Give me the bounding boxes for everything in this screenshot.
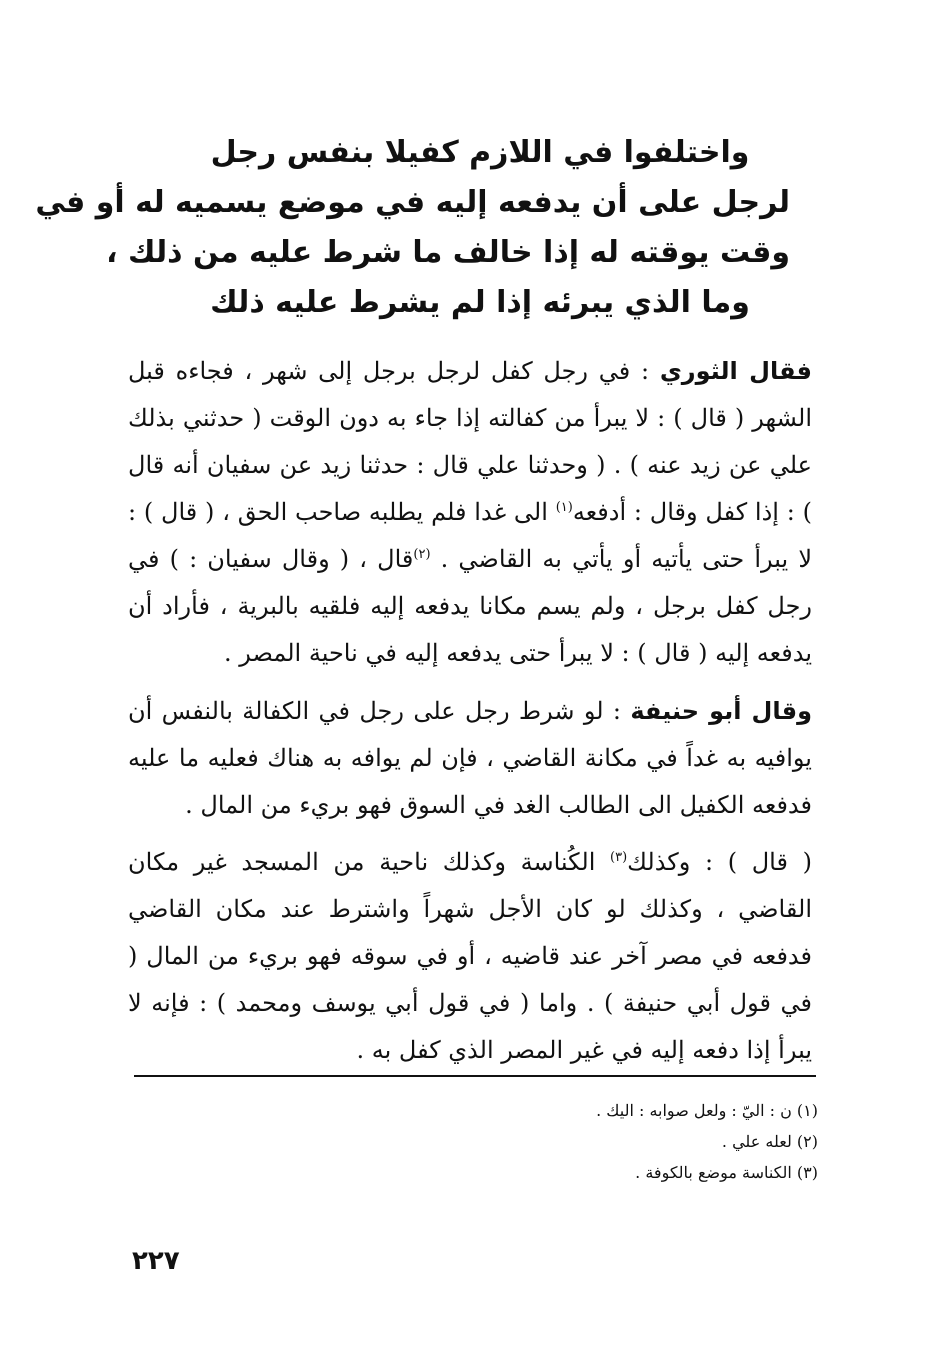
paragraph-lead: وقال أبو حنيفة xyxy=(630,697,813,725)
paragraph-kunasa xyxy=(128,839,812,1074)
paragraph-abu-hanifa xyxy=(128,688,812,829)
paragraph-text: : لو شرط رجل على رجل في الكفالة بالنفس أن يوافيه به غداً في مكانة القاضي ، فإن لم يوافه به هناك فعليه ما عليه فدفعه الكفيل الى الطالب الغد في السوق فهو بريء من المال . xyxy=(128,697,812,819)
paragraph-text: الى غدا فلم يطلبه صاحب الحق ، ( قال ) : لا يبرأ حتى يأتيه أو يأتي به القاضي . xyxy=(128,498,813,573)
footnotes xyxy=(420,1095,818,1188)
heading-line: لرجل على أن يدفعه إليه في موضع يسميه له أو في xyxy=(35,185,790,220)
footnote-item: (١) ن : اليّ : ولعل صوابه : اليك . xyxy=(596,1101,818,1120)
paragraph-text: قال ، ( وقال سفيان : ) في رجل كفل برجل ، ولم يسم مكانا يدفعه إليه فلقيه بالبرية ، فأراد أن يدفعه إليه ( قال ) : لا يبرأ حتى يدفعه إليه في ناحية المصر . xyxy=(128,545,812,667)
footnote-marker: (٢) xyxy=(413,547,431,562)
footnote-item: (٣) الكناسة موضع بالكوفة . xyxy=(635,1163,818,1182)
paragraph-thawri xyxy=(128,348,812,677)
page-number: ٢٢٧ xyxy=(132,1246,180,1276)
footnote-item: (٢) لعله علي . xyxy=(721,1132,818,1151)
paragraph-text: : في رجل كفل لرجل برجل إلى شهر ، فجاءه قبل الشهر ( قال ) : لا يبرأ من كفالته إذا جاء به دون الوقت ( حدثني بذلك علي عن زيد عنه ) . ( وحدثنا علي قال : حدثنا زيد عن سفيان أنه قال ) : إذا كفل وقال : أدفعه xyxy=(128,357,812,526)
paragraph-text: ( قال ) : وكذلك xyxy=(627,848,812,876)
paragraph-text: الكُناسة وكذلك ناحية من المسجد غير مكان القاضي ، وكذلك لو كان الأجل شهراً واشترط عند مكان القاضي فدفعه في مصر آخر عند قاضيه ، أو في سوقه فهو بريء من المال ( في قول أبي حنيفة ) . واما ( في قول أبي يوسف ومحمد ) : فإنه لا يبرأ إذا دفعه إليه في غير المصر الذي كفل به . xyxy=(128,848,812,1064)
paragraph-lead: فقال الثوري xyxy=(659,357,813,385)
footnote-marker: (٣) xyxy=(610,850,628,865)
heading-line: وما الذي يبرئه إذا لم يشرط عليه ذلك xyxy=(210,285,750,320)
footnote-divider xyxy=(134,1075,816,1077)
section-heading xyxy=(35,128,790,328)
heading-line: وقت يوقته له إذا خالف ما شرط عليه من ذلك ، xyxy=(106,235,790,270)
heading-line: واختلفوا في اللازم كفيلا بنفس رجل xyxy=(210,135,750,170)
footnote-marker: (١) xyxy=(555,500,573,515)
